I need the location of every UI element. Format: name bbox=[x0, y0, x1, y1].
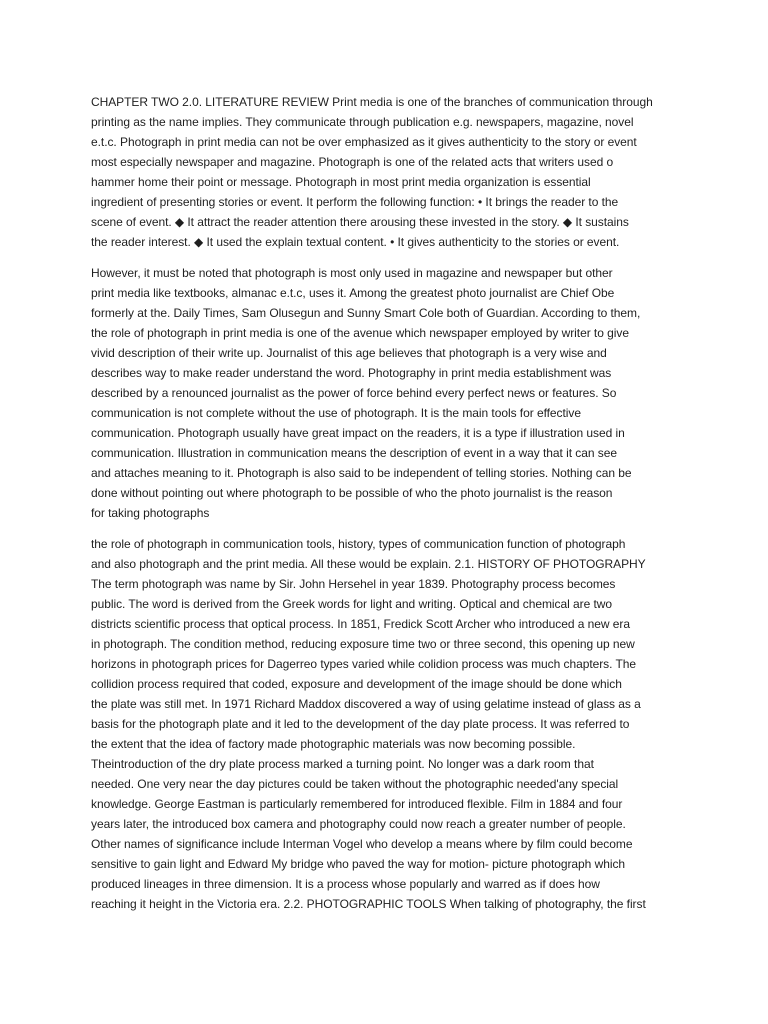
text-line: the role of photograph in print media is one of the avenue which newspaper employed by writer to give bbox=[91, 326, 629, 340]
text-line: knowledge. George Eastman is particularly remembered for introduced flexible. Film in 1884 and four bbox=[91, 797, 623, 811]
text-line: described by a renounced journalist as the power of force behind every perfect news or features. So bbox=[91, 386, 617, 400]
text-line: and attaches meaning to it. Photograph is also said to be independent of telling stories. Nothing can be bbox=[91, 466, 632, 480]
text-line: needed. One very near the day pictures could be taken without the photographic needed'any special bbox=[91, 777, 619, 791]
document-body bbox=[91, 92, 681, 925]
text-line: The term photograph was name by Sir. John Hersehel in year 1839. Photography process becomes bbox=[91, 577, 616, 591]
text-line: printing as the name implies. They communicate through publication e.g. newspapers, magazine, novel bbox=[91, 115, 634, 129]
text-line: ingredient of presenting stories or event. It perform the following function: • It brings the reader to the bbox=[91, 195, 619, 209]
text-line: basis for the photograph plate and it led to the development of the day plate process. It was referred to bbox=[91, 717, 630, 731]
text-line: formerly at the. Daily Times, Sam Olusegun and Sunny Smart Cole both of Guardian. According to them, bbox=[91, 306, 641, 320]
text-line: for taking photographs bbox=[91, 506, 210, 520]
text-line: done without pointing out where photograph to be possible of who the photo journalist is the reason bbox=[91, 486, 613, 500]
text-line: in photograph. The condition method, reducing exposure time two or three second, this opening up new bbox=[91, 637, 635, 651]
text-line: Theintroduction of the dry plate process marked a turning point. No longer was a dark room that bbox=[91, 757, 594, 771]
text-line: vivid description of their write up. Journalist of this age believes that photograph is a very wise and bbox=[91, 346, 607, 360]
text-line: CHAPTER TWO 2.0. LITERATURE REVIEW Print media is one of the branches of communication through bbox=[91, 95, 653, 109]
text-line: reaching it height in the Victoria era. 2.2. PHOTOGRAPHIC TOOLS When talking of photography, the first bbox=[91, 897, 646, 911]
text-line: e.t.c. Photograph in print media can not be over emphasized as it gives authenticity to the story or event bbox=[91, 135, 637, 149]
text-line: districts scientific process that optical process. In 1851, Fredick Scott Archer who introduced a new era bbox=[91, 617, 631, 631]
text-line: the plate was still met. In 1971 Richard Maddox discovered a way of using gelatime instead of glass as a bbox=[91, 697, 641, 711]
text-line: the reader interest. ◆ It used the explain textual content. • It gives authenticity to the stories or event. bbox=[91, 235, 620, 249]
text-line: Other names of significance include Interman Vogel who develop a means where by film could become bbox=[91, 837, 633, 851]
text-line: communication is not complete without the use of photograph. It is the main tools for effective bbox=[91, 406, 581, 420]
text-line: communication. Photograph usually have great impact on the readers, it is a type if illustration used in bbox=[91, 426, 625, 440]
text-line: horizons in photograph prices for Dagerreo types varied while colidion process was much chapters. The bbox=[91, 657, 637, 671]
paragraph-3 bbox=[91, 534, 681, 914]
text-line: years later, the introduced box camera and photography could now reach a greater number of people. bbox=[91, 817, 626, 831]
text-line: scene of event. ◆ It attract the reader attention there arousing these invested in the story. ◆ It sustains bbox=[91, 215, 629, 229]
text-line: However, it must be noted that photograph is most only used in magazine and newspaper but other bbox=[91, 266, 613, 280]
text-line: public. The word is derived from the Greek words for light and writing. Optical and chemical are two bbox=[91, 597, 613, 611]
text-line: the extent that the idea of factory made photographic materials was now becoming possible. bbox=[91, 737, 576, 751]
text-line: produced lineages in three dimension. It is a process whose popularly and warred as if does how bbox=[91, 877, 600, 891]
text-line: and also photograph and the print media. All these would be explain. 2.1. HISTORY OF PHOTOGRAPHY bbox=[91, 557, 646, 571]
text-line: hammer home their point or message. Photograph in most print media organization is essential bbox=[91, 175, 591, 189]
paragraph-2 bbox=[91, 263, 681, 523]
text-line: describes way to make reader understand the word. Photography in print media establishment was bbox=[91, 366, 612, 380]
text-line: the role of photograph in communication tools, history, types of communication function of photograph bbox=[91, 537, 626, 551]
text-line: collidion process required that coded, exposure and development of the image should be done which bbox=[91, 677, 622, 691]
text-line: print media like textbooks, almanac e.t.c, uses it. Among the greatest photo journalist are Chief Obe bbox=[91, 286, 615, 300]
text-line: communication. Illustration in communication means the description of event in a way that it can see bbox=[91, 446, 617, 460]
paragraph-1 bbox=[91, 92, 681, 252]
text-line: most especially newspaper and magazine. Photograph is one of the related acts that writers used o bbox=[91, 155, 614, 169]
text-line: sensitive to gain light and Edward My bridge who paved the way for motion- picture photograph which bbox=[91, 857, 626, 871]
